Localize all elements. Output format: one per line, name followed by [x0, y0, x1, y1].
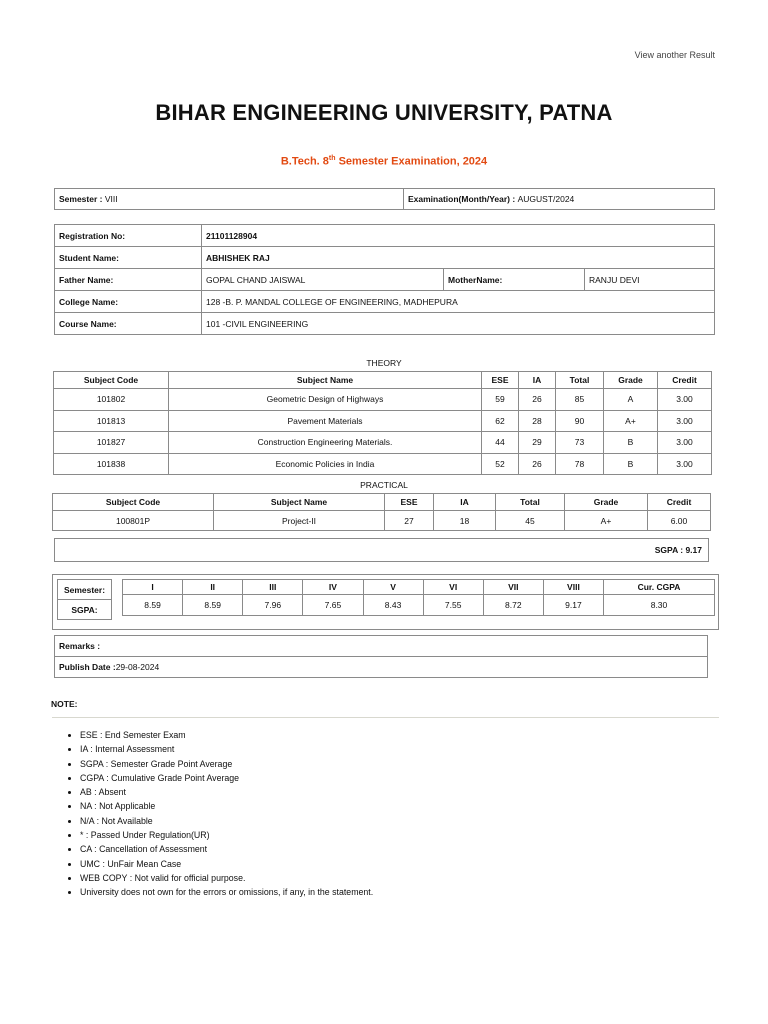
practical-header-total: Total	[496, 494, 565, 511]
father-name-label: Father Name:	[55, 269, 202, 291]
exam-title	[0, 155, 768, 168]
list-item: • University does not own for the errors or omissions, if any, in the statement.	[80, 885, 373, 899]
semester-label: Semester :	[59, 194, 105, 204]
semester-row-label: Semester:	[58, 580, 112, 600]
ia-marks: 28	[519, 410, 556, 432]
semester-header: VII	[483, 580, 543, 595]
semester-cell	[55, 189, 404, 210]
total-marks: 85	[556, 389, 604, 411]
practical-table	[52, 493, 711, 531]
student-name-label: Student Name:	[55, 247, 202, 269]
grade: B	[604, 453, 658, 475]
course-name-label: Course Name:	[55, 313, 202, 335]
list-item: • * : Passed Under Regulation(UR)	[80, 828, 373, 842]
list-item: • UMC : UnFair Mean Case	[80, 857, 373, 871]
semester-header: VI	[423, 580, 483, 595]
grade: A+	[604, 410, 658, 432]
ese-marks: 27	[385, 511, 434, 531]
registration-value: 21101128904	[202, 225, 715, 247]
mother-name-label: MotherName:	[444, 269, 585, 291]
grade: B	[604, 432, 658, 454]
ia-marks: 26	[519, 389, 556, 411]
list-item: • ESE : End Semester Exam	[80, 728, 373, 742]
semester-sgpa: 8.72	[483, 595, 543, 616]
examination-value: AUGUST/2024	[517, 194, 575, 204]
list-item: • CA : Cancellation of Assessment	[80, 842, 373, 856]
course-name-value: 101 -CIVIL ENGINEERING	[202, 313, 715, 335]
ese-marks: 62	[482, 410, 519, 432]
mother-name-value: RANJU DEVI	[585, 269, 715, 291]
theory-header-ia: IA	[519, 372, 556, 389]
theory-table	[53, 371, 712, 475]
semester-sgpa: 7.55	[423, 595, 483, 616]
father-name-value: GOPAL CHAND JAISWAL	[202, 269, 444, 291]
practical-header-code: Subject Code	[53, 494, 214, 511]
registration-label: Registration No:	[55, 225, 202, 247]
credit: 3.00	[658, 453, 712, 475]
list-item: • N/A : Not Available	[80, 814, 373, 828]
remarks-label: Remarks :	[59, 641, 101, 651]
semester-value: VIII	[104, 194, 118, 204]
examination-label: Examination(Month/Year) :	[408, 194, 518, 204]
semester-header: IV	[303, 580, 363, 595]
theory-caption: THEORY	[366, 358, 402, 368]
subject-name: Construction Engineering Materials.	[169, 432, 482, 454]
exam-title-sup: th	[328, 155, 336, 162]
remarks-table	[54, 635, 708, 678]
table-row	[53, 511, 711, 531]
college-name-label: College Name:	[55, 291, 202, 313]
view-another-result-link[interactable]: View another Result	[634, 50, 715, 60]
subject-code: 100801P	[53, 511, 214, 531]
semester-header: V	[363, 580, 423, 595]
semester-sgpa: 8.59	[183, 595, 243, 616]
ese-marks: 44	[482, 432, 519, 454]
theory-header-grade: Grade	[604, 372, 658, 389]
subject-code: 101802	[54, 389, 169, 411]
cgpa-table	[122, 579, 715, 616]
list-item: • SGPA : Semester Grade Point Average	[80, 757, 373, 771]
student-details-table	[54, 224, 715, 335]
cgpa-panel	[52, 574, 719, 630]
ese-marks: 59	[482, 389, 519, 411]
practical-header-ese: ESE	[385, 494, 434, 511]
ia-marks: 29	[519, 432, 556, 454]
cgpa-row-labels	[57, 579, 112, 620]
semester-header: I	[123, 580, 183, 595]
ia-marks: 18	[434, 511, 496, 531]
practical-caption: PRACTICAL	[360, 480, 408, 490]
table-row	[54, 453, 712, 475]
sgpa-row-label: SGPA:	[58, 600, 112, 620]
subject-code: 101813	[54, 410, 169, 432]
credit: 3.00	[658, 410, 712, 432]
publish-date-value: 29-08-2024	[115, 662, 160, 672]
credit: 3.00	[658, 389, 712, 411]
cur-cgpa-value: 8.30	[604, 595, 715, 616]
practical-header-grade: Grade	[565, 494, 648, 511]
table-row	[54, 410, 712, 432]
table-row	[54, 432, 712, 454]
theory-header-ese: ESE	[482, 372, 519, 389]
table-row	[54, 389, 712, 411]
subject-code: 101838	[54, 453, 169, 475]
semester-header: VIII	[543, 580, 603, 595]
credit: 3.00	[658, 432, 712, 454]
note-title: NOTE:	[51, 699, 78, 709]
theory-header-total: Total	[556, 372, 604, 389]
ese-marks: 52	[482, 453, 519, 475]
list-item: • WEB COPY : Not valid for official purpose.	[80, 871, 373, 885]
semester-sgpa: 7.96	[243, 595, 303, 616]
subject-code: 101827	[54, 432, 169, 454]
sgpa-value: SGPA : 9.17	[654, 545, 702, 555]
total-marks: 73	[556, 432, 604, 454]
theory-header-credit: Credit	[658, 372, 712, 389]
total-marks: 45	[496, 511, 565, 531]
theory-header-name: Subject Name	[169, 372, 482, 389]
subject-name: Pavement Materials	[169, 410, 482, 432]
sgpa-box	[54, 538, 709, 562]
practical-header-credit: Credit	[648, 494, 711, 511]
exam-title-suffix: Semester Examination, 2024	[335, 155, 488, 168]
semester-sgpa: 7.65	[303, 595, 363, 616]
list-item: • CGPA : Cumulative Grade Point Average	[80, 771, 373, 785]
list-item: • IA : Internal Assessment	[80, 742, 373, 756]
grade: A	[604, 389, 658, 411]
grade: A+	[565, 511, 648, 531]
ia-marks: 26	[519, 453, 556, 475]
practical-header-name: Subject Name	[214, 494, 385, 511]
semester-sgpa: 8.59	[123, 595, 183, 616]
subject-name: Geometric Design of Highways	[169, 389, 482, 411]
semester-header: III	[243, 580, 303, 595]
exam-title-prefix: B.Tech. 8	[280, 155, 329, 168]
semester-info-table	[54, 188, 715, 210]
cur-cgpa-header: Cur. CGPA	[604, 580, 715, 595]
remarks-cell	[55, 636, 708, 657]
note-divider	[52, 717, 719, 718]
theory-header-code: Subject Code	[54, 372, 169, 389]
list-item: • AB : Absent	[80, 785, 373, 799]
notes-list	[68, 728, 373, 900]
publish-date-label: Publish Date :	[59, 662, 116, 672]
subject-name: Project-II	[214, 511, 385, 531]
total-marks: 78	[556, 453, 604, 475]
credit: 6.00	[648, 511, 711, 531]
semester-header: II	[183, 580, 243, 595]
practical-header-ia: IA	[434, 494, 496, 511]
semester-sgpa: 9.17	[543, 595, 603, 616]
college-name-value: 128 -B. P. MANDAL COLLEGE OF ENGINEERING, MADHEPURA	[202, 291, 715, 313]
university-title: BIHAR ENGINEERING UNIVERSITY, PATNA	[155, 100, 613, 125]
total-marks: 90	[556, 410, 604, 432]
student-name-value: ABHISHEK RAJ	[202, 247, 715, 269]
semester-sgpa: 8.43	[363, 595, 423, 616]
examination-cell	[404, 189, 715, 210]
publish-date-cell	[55, 657, 708, 678]
subject-name: Economic Policies in India	[169, 453, 482, 475]
list-item: • NA : Not Applicable	[80, 799, 373, 813]
